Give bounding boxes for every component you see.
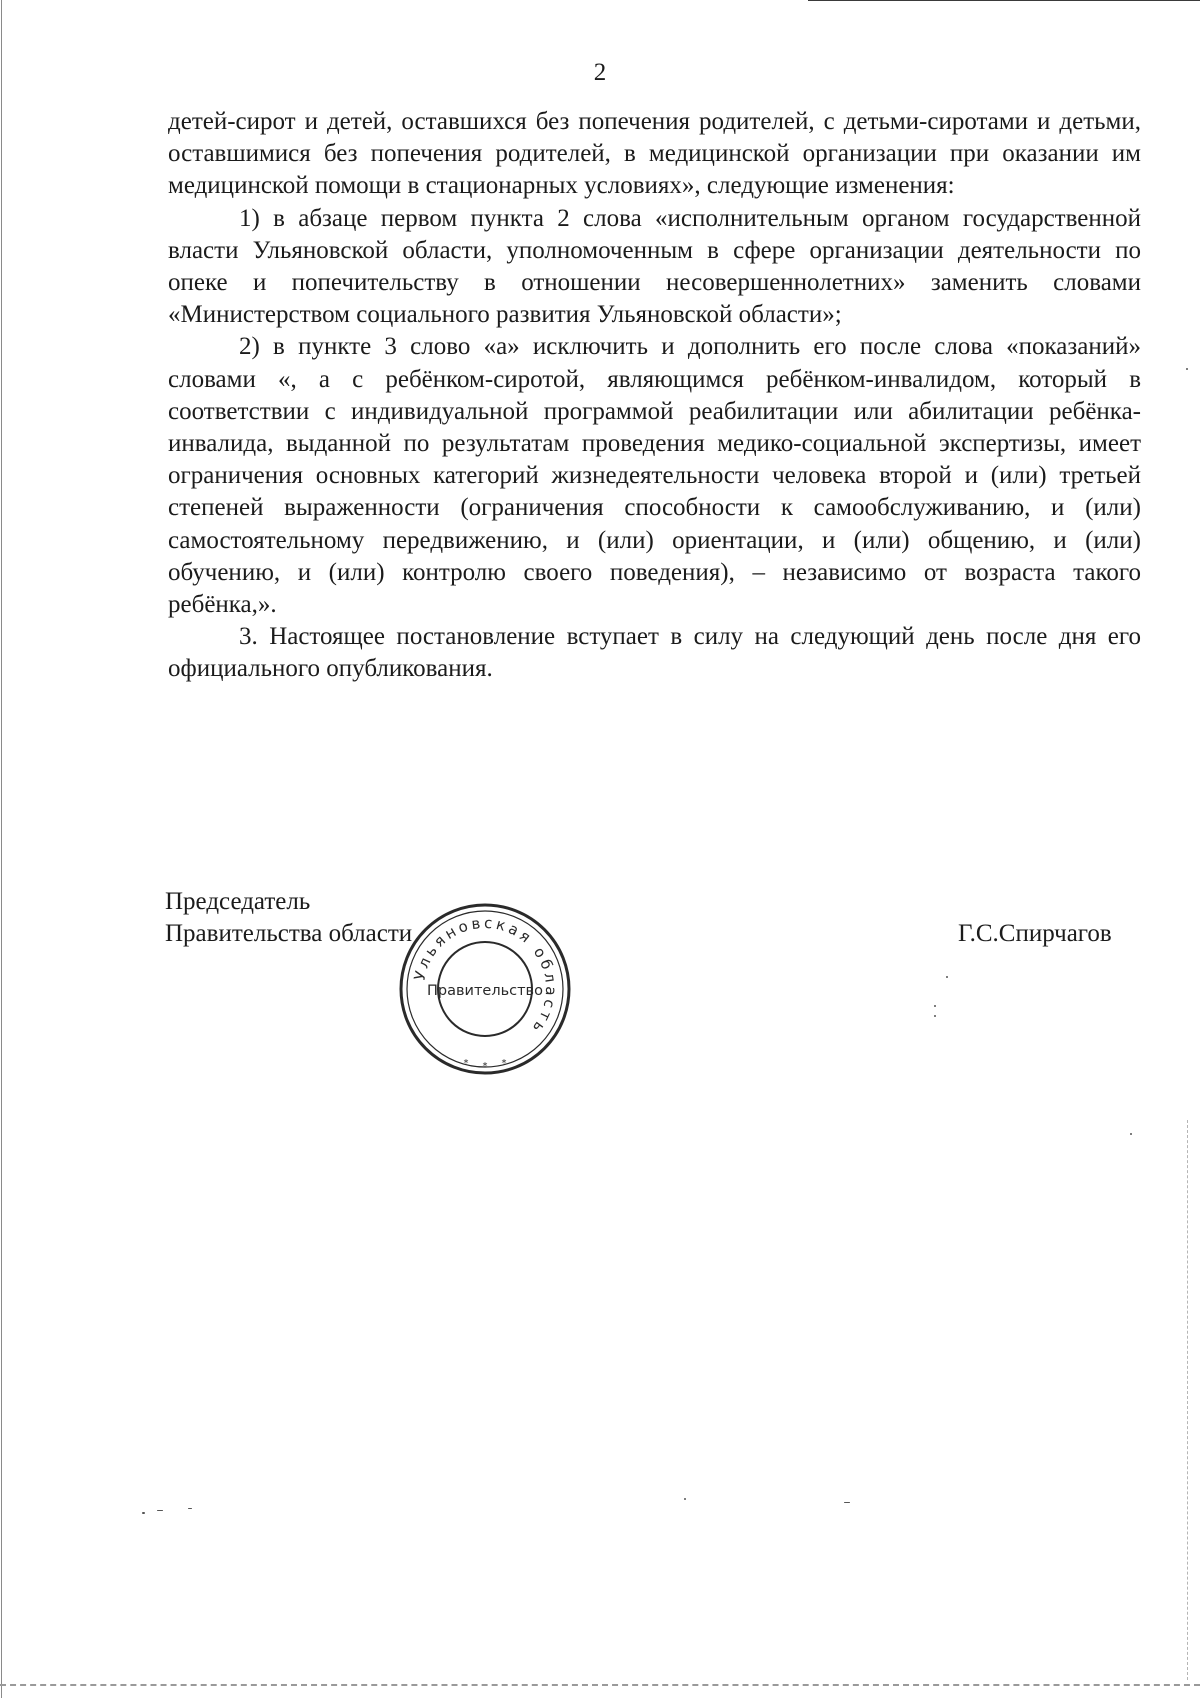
scan-speck: [157, 1510, 163, 1511]
scan-bottom-edge: [0, 1684, 1200, 1689]
scan-edge-right: [1187, 1120, 1188, 1680]
scan-speck: [1186, 368, 1188, 370]
paragraph-item-2: 2) в пункте 3 слово «а» исключить и дополнить его после слова «показаний» словами «, а с ребёнком-сиротой, являющимся ребёнком-инвалидом, который в соответствии с индивидуальной программой реабилитации или абилитации ребёнка-инвалида, выданной по результатам проведения медико-социальной экспертизы, имеет ограничения основных категорий жизнедеятельности человека второй и (или) третьей степеней выраженности (ограничения способности к самообслуживанию, и (или) самостоятельному передвижению, и (или) ориентации, и (или) общению, и (или) обучению, и (или) контролю своего поведения), – независимо от возраста такого ребёнка,».: [168, 333, 1141, 619]
seal-center-text: Правительство: [427, 983, 543, 999]
seal-star-center: *: [482, 1061, 488, 1072]
signatory-title-line1: Председатель: [165, 888, 311, 915]
scan-speck: [684, 1498, 686, 1500]
scan-speck: [934, 1005, 936, 1007]
seal-ring-text: [411, 914, 561, 1039]
seal-star-left: *: [463, 1058, 469, 1069]
document-body: [168, 106, 1141, 686]
paragraph-clause-3: 3. Настоящее постановление вступает в силу на следующий день после дня его официального опубликования.: [168, 623, 1141, 683]
signatory-title: [165, 886, 412, 950]
official-seal: [396, 900, 574, 1078]
paragraph-item-1: 1) в абзаце первом пункта 2 слова «исполнительным органом государственной власти Ульяновской области, уполномоченным в сфере организации деятельности по опеке и попечительству в отношении несовершеннолетних» заменить словами «Министерством социального развития Ульяновской области»;: [168, 204, 1141, 329]
seal-star-right: *: [501, 1058, 507, 1069]
signatory-title-line2: Правительства области: [165, 920, 413, 947]
scan-speck: [844, 1502, 850, 1503]
scan-speck: [946, 976, 948, 978]
signer-name: Г.С.Спирчагов: [958, 920, 1112, 947]
scan-edge-top: [808, 0, 1200, 1]
scan-speck: [934, 1015, 936, 1017]
page-number: 2: [593, 59, 607, 86]
seal-ring-textpath: Ульяновская область: [410, 913, 561, 1039]
scan-edge-left: [1, 0, 2, 1698]
paragraph-intro-continuation: детей-сирот и детей, оставшихся без попечения родителей, с детьми-сиротами и детьми, оставшимися без попечения родителей, в медицинской организации при оказании им медицинской помощи в стационарных условиях», следующие изменения:: [168, 108, 1141, 200]
scan-speck: [1130, 1133, 1132, 1135]
scan-speck: [142, 1512, 145, 1514]
scan-speck: [188, 1508, 192, 1509]
